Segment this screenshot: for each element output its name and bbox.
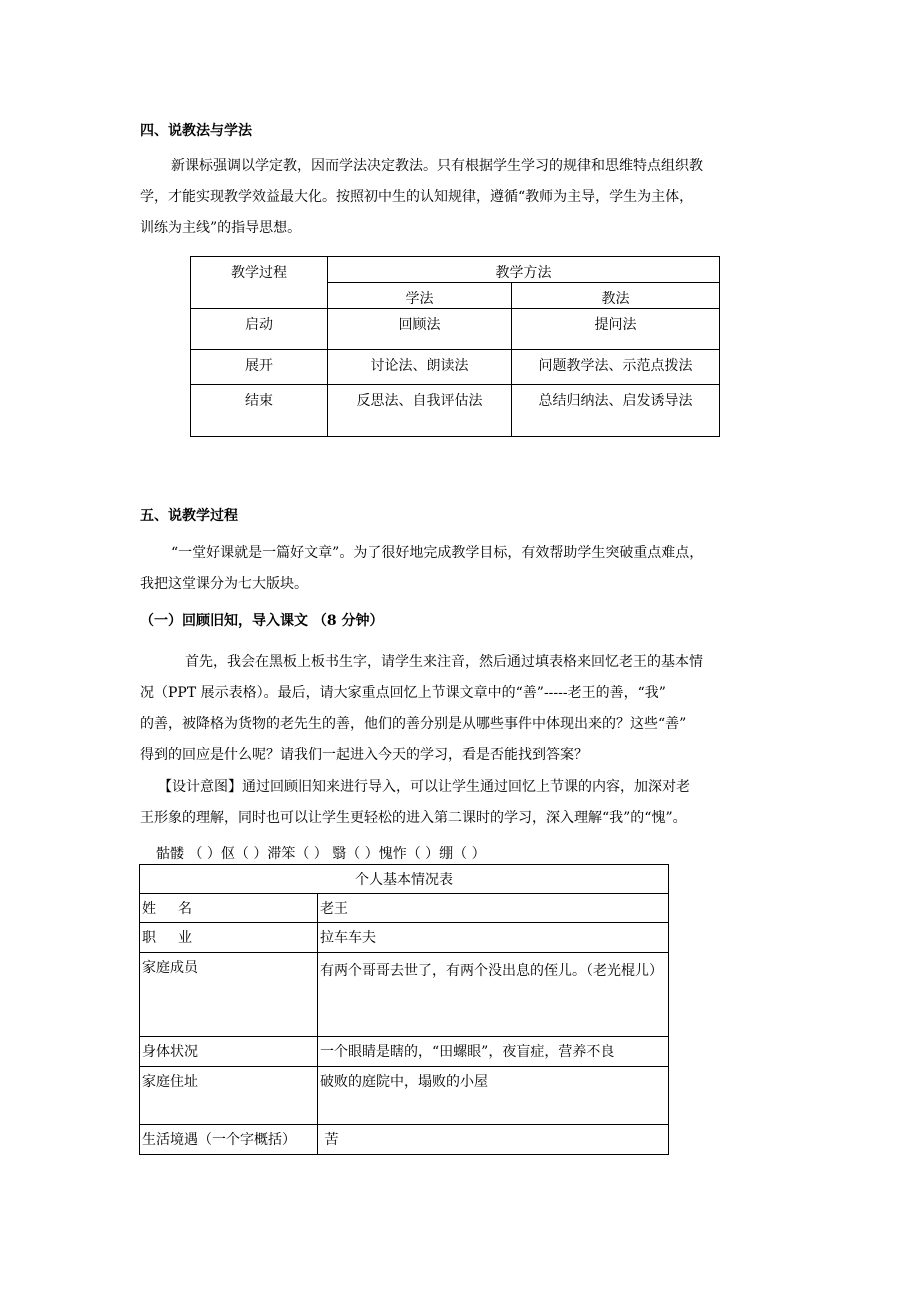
teaching-cell: 问题教学法、示范点拨法 — [512, 350, 720, 385]
section4-heading: 四、说教法与学法 — [140, 123, 252, 139]
intro-line: 的善，被降格为货物的老先生的善，他们的善分别是从哪些事件中体现出来的？这些“善” — [140, 716, 687, 732]
label-text: 姓名 — [142, 901, 214, 917]
info-table-title: 个人基本情况表 — [140, 865, 669, 894]
table-row — [191, 385, 720, 437]
table-row — [140, 1067, 669, 1125]
label-text: 职业 — [142, 930, 214, 946]
header-process: 教学过程 — [191, 257, 328, 309]
value-cell: 拉车车夫 — [318, 923, 669, 953]
table-row — [140, 953, 669, 1037]
header-methods: 教学方法 — [328, 257, 720, 283]
design-line: 【设计意图】通过回顾旧知来进行导入，可以让学生通过回忆上节课的内容，加深对老 — [158, 779, 690, 795]
section4-paragraph — [140, 151, 703, 244]
table-row — [140, 1125, 669, 1155]
learning-cell: 反思法、自我评估法 — [328, 385, 512, 437]
section5-line: 我把这堂课分为七大版块。 — [140, 576, 308, 592]
teaching-cell: 提问法 — [512, 309, 720, 350]
label-cell — [140, 923, 318, 953]
label-cell: 家庭成员 — [140, 953, 318, 1037]
intro-line: 况（PPT 展示表格）。最后，请大家重点回忆上节课文章中的“善”-----老王的善，“我” — [140, 685, 666, 701]
section4-line: 新课标强调以学定教，因而学法决定教法。只有根据学生学习的规律和思维特点组织教 — [171, 158, 703, 174]
section5-heading: 五、说教学过程 — [140, 508, 238, 524]
value-cell: 破败的庭院中，塌败的小屋 — [318, 1067, 669, 1125]
design-line: 王形象的理解，同时也可以让学生更轻松的进入第二课时的学习，深入理解“我”的“愧”。 — [140, 810, 687, 826]
stage-cell: 启动 — [191, 309, 328, 350]
subsection-heading: （一）回顾旧知，导入课文 （8 分钟） — [140, 613, 384, 629]
label-cell: 身体状况 — [140, 1037, 318, 1067]
header-teaching: 教法 — [512, 283, 720, 309]
learning-cell: 讨论法、朗读法 — [328, 350, 512, 385]
label-cell: 生活境遇（一个字概括） — [140, 1125, 318, 1155]
value-cell: 一个眼睛是瞎的，“田螺眼”，夜盲症，营养不良 — [318, 1037, 669, 1067]
design-intent-paragraph — [140, 772, 690, 834]
header-learning: 学法 — [328, 283, 512, 309]
section4-line: 训练为主线”的指导思想。 — [140, 220, 302, 236]
learning-cell: 回顾法 — [328, 309, 512, 350]
table-row — [140, 923, 669, 953]
intro-line: 得到的回应是什么呢？请我们一起进入今天的学习，看是否能找到答案？ — [140, 747, 588, 763]
value-cell: 有两个哥哥去世了，有两个没出息的侄儿。（老光棍儿） — [318, 953, 669, 1037]
stage-cell: 展开 — [191, 350, 328, 385]
personal-info-table — [139, 864, 669, 1155]
table-row — [191, 309, 720, 350]
intro-line: 首先，我会在黑板上板书生字，请学生来注音，然后通过填表格来回忆老王的基本情 — [185, 654, 703, 670]
table-row — [140, 1037, 669, 1067]
table-row — [140, 894, 669, 923]
stage-cell: 结束 — [191, 385, 328, 437]
label-cell: 家庭住址 — [140, 1067, 318, 1125]
section5-paragraph — [140, 538, 703, 600]
value-cell: 老王 — [318, 894, 669, 923]
teaching-method-table — [190, 256, 720, 437]
vocab-line: 骷髅 （ ）伛（ ）滞笨（ ） 翳（ ）愧怍（ ）绷（ ） — [156, 846, 486, 862]
teaching-cell: 总结归纳法、启发诱导法 — [512, 385, 720, 437]
intro-paragraph — [140, 647, 703, 771]
table-row — [191, 350, 720, 385]
section5-line: “一堂好课就是一篇好文章”。为了很好地完成教学目标，有效帮助学生突破重点难点， — [171, 545, 704, 561]
label-cell — [140, 894, 318, 923]
section4-line: 学，才能实现教学效益最大化。按照初中生的认知规律，遵循“教师为主导，学生为主体， — [140, 189, 694, 205]
value-cell: 苦 — [318, 1125, 669, 1155]
